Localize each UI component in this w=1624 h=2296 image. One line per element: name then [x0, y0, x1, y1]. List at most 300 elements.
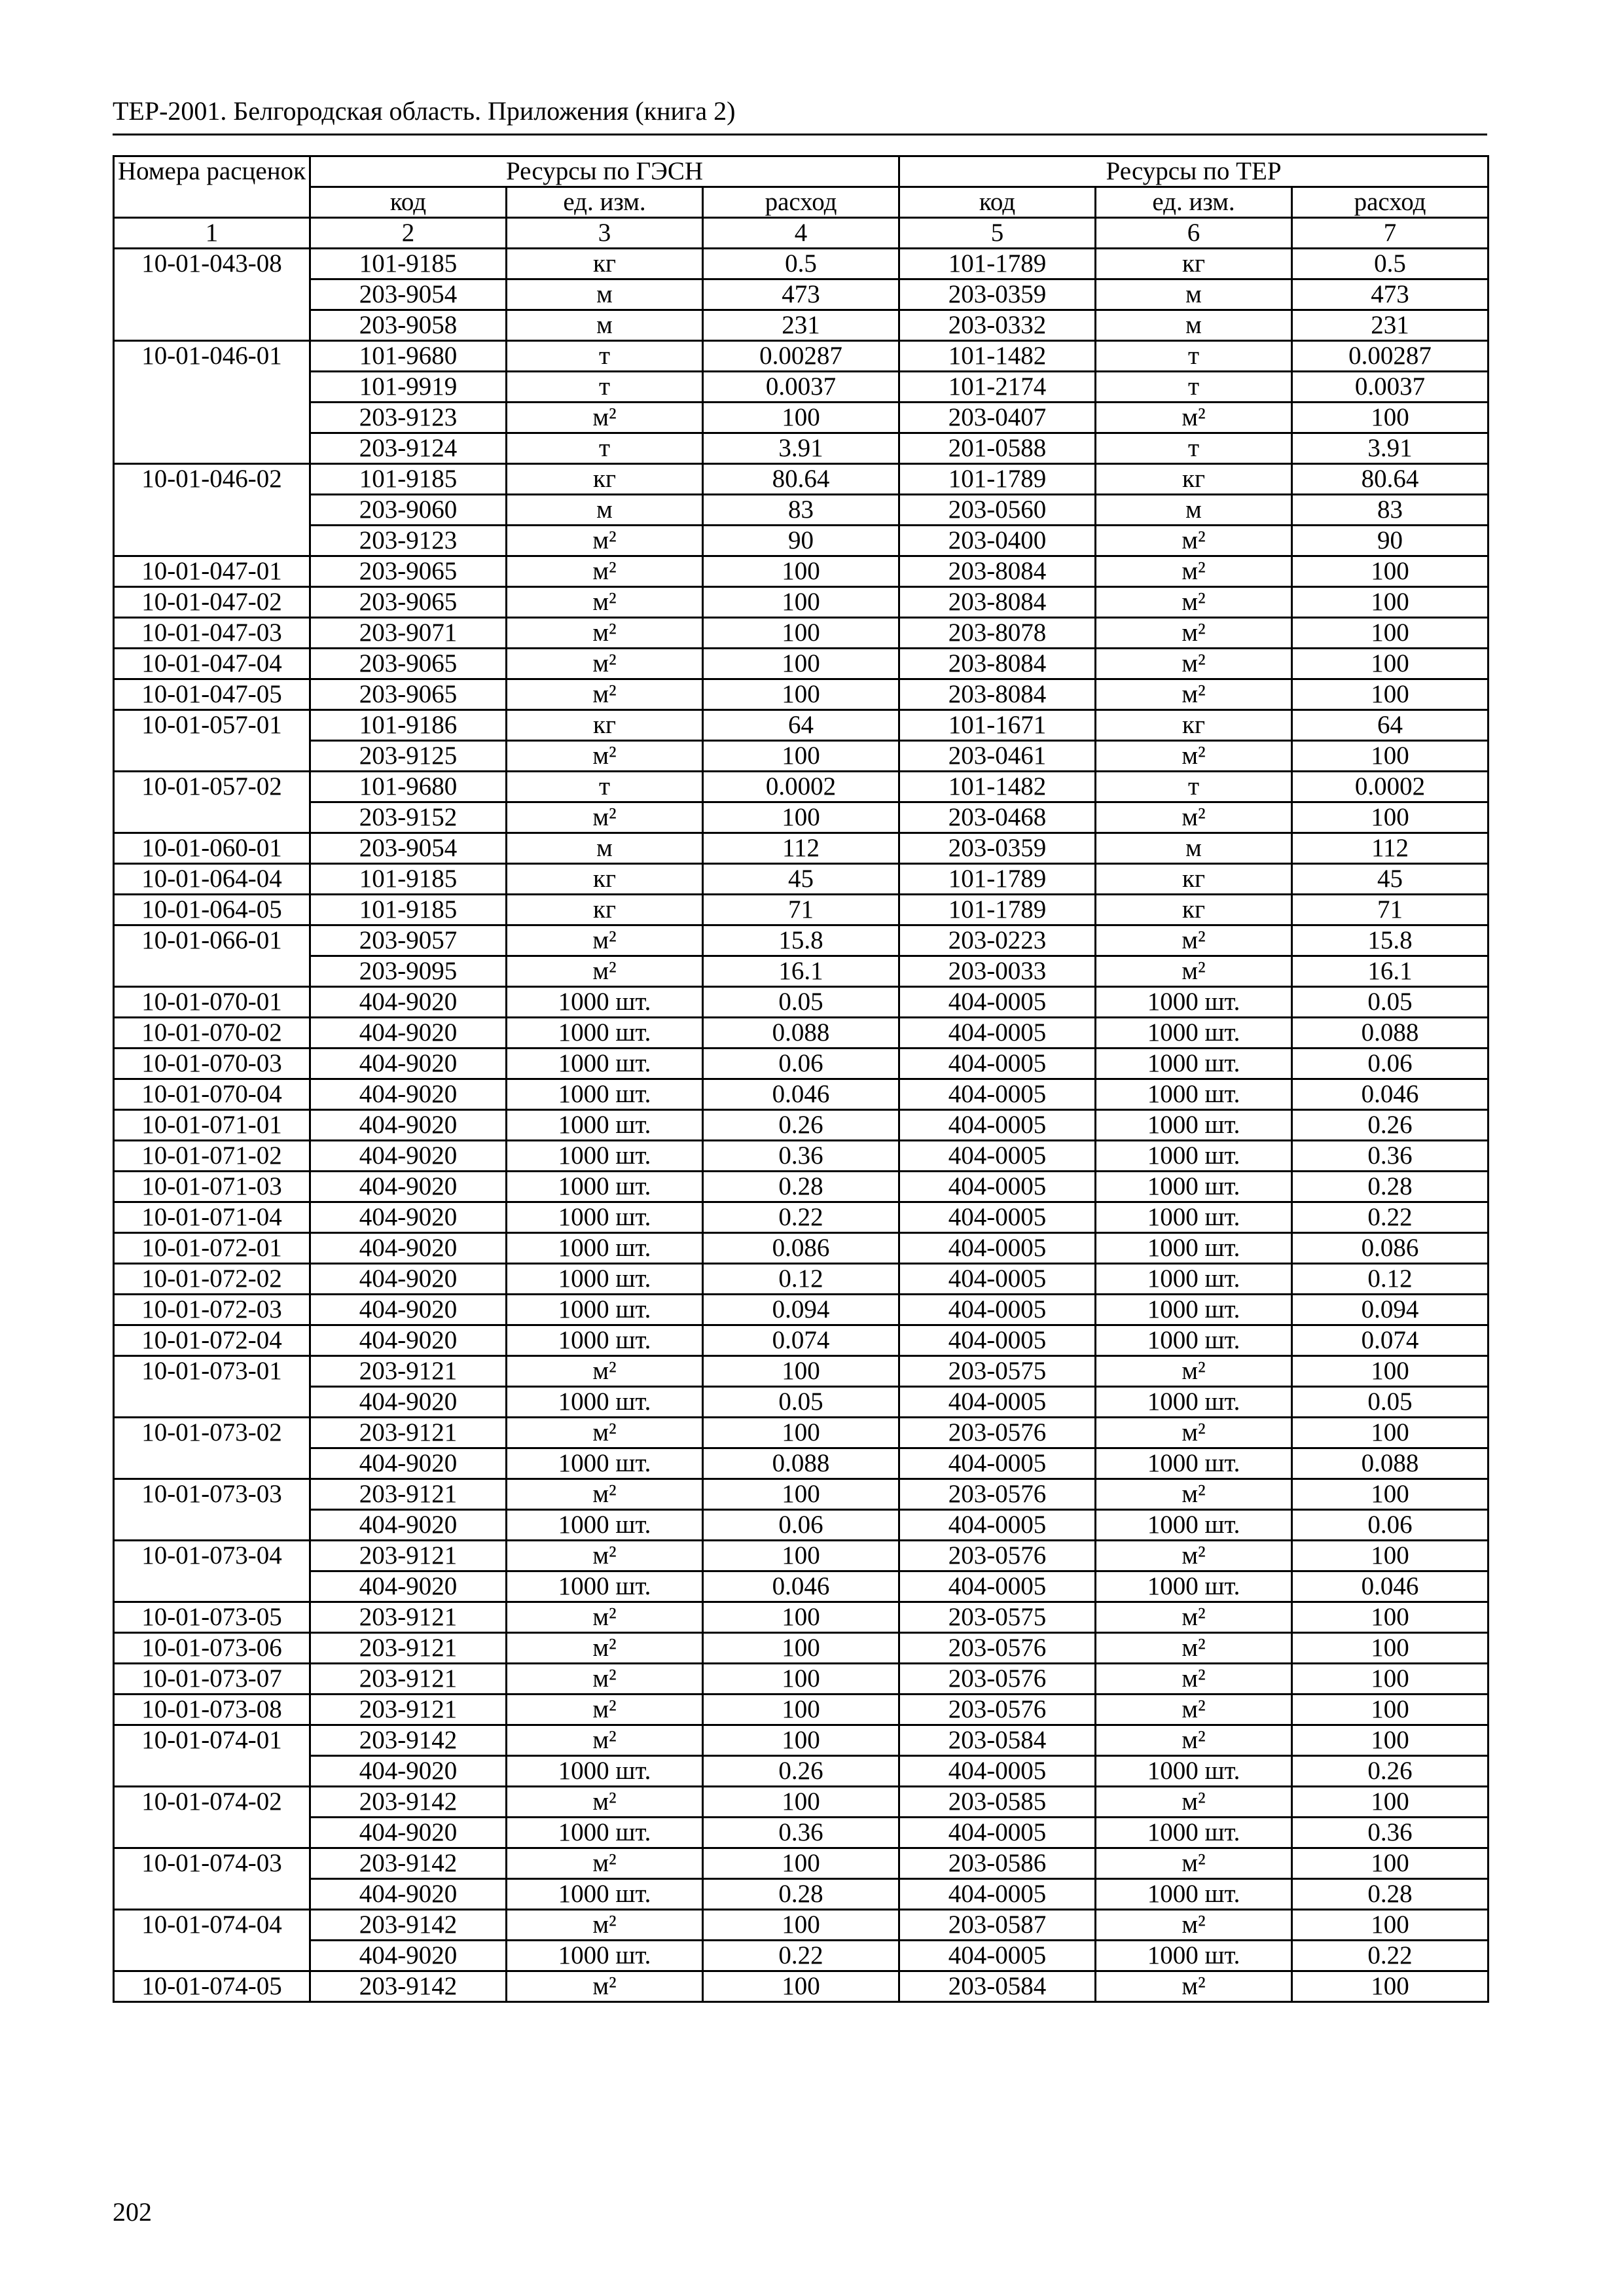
gesn-qty-cell: 90 — [703, 526, 899, 556]
gesn-qty-cell: 0.046 — [703, 1079, 899, 1110]
gesn-unit-cell: м² — [507, 1356, 703, 1387]
rate-number-cell — [114, 372, 310, 403]
ter-unit-cell: м — [1096, 310, 1292, 341]
gesn-qty-cell: 80.64 — [703, 464, 899, 495]
ter-unit-cell: 1000 шт. — [1096, 1233, 1292, 1264]
gesn-unit-cell: м² — [507, 1848, 703, 1879]
rate-number-cell: 10-01-073-01 — [114, 1356, 310, 1387]
ter-unit-cell: м² — [1096, 925, 1292, 956]
header-row-subcolumns — [114, 187, 1489, 218]
ter-qty-cell: 0.28 — [1292, 1172, 1489, 1202]
gesn-qty-cell: 100 — [703, 1664, 899, 1695]
gesn-qty-cell: 45 — [703, 864, 899, 895]
ter-qty-cell: 100 — [1292, 1910, 1489, 1941]
ter-unit-cell: м² — [1096, 649, 1292, 679]
ter-unit-cell: 1000 шт. — [1096, 1264, 1292, 1295]
ter-unit-cell: м² — [1096, 618, 1292, 649]
table-row — [114, 1110, 1489, 1141]
gesn-code-cell: 101-9185 — [310, 895, 507, 925]
ter-unit-cell: 1000 шт. — [1096, 987, 1292, 1018]
ter-code-cell: 404-0005 — [899, 1941, 1096, 1971]
ter-unit-cell: 1000 шт. — [1096, 1387, 1292, 1418]
gesn-qty-cell: 100 — [703, 403, 899, 433]
ter-qty-cell: 0.5 — [1292, 249, 1489, 279]
gesn-qty-cell: 0.28 — [703, 1172, 899, 1202]
gesn-unit-cell: кг — [507, 464, 703, 495]
gesn-code-cell: 404-9020 — [310, 1510, 507, 1541]
ter-qty-cell: 100 — [1292, 679, 1489, 710]
gesn-unit-cell: 1000 шт. — [507, 1202, 703, 1233]
gesn-code-cell: 203-9123 — [310, 526, 507, 556]
ter-code-cell: 203-0575 — [899, 1356, 1096, 1387]
ter-qty-cell: 0.05 — [1292, 987, 1489, 1018]
ter-unit-cell: кг — [1096, 464, 1292, 495]
gesn-code-cell: 203-9054 — [310, 833, 507, 864]
column-number: 5 — [899, 218, 1096, 249]
gesn-code-cell: 404-9020 — [310, 1941, 507, 1971]
table-row — [114, 802, 1489, 833]
gesn-qty-cell: 231 — [703, 310, 899, 341]
ter-unit-cell: м² — [1096, 1602, 1292, 1633]
ter-qty-cell: 71 — [1292, 895, 1489, 925]
ter-unit-cell: м — [1096, 279, 1292, 310]
ter-unit-cell: 1000 шт. — [1096, 1141, 1292, 1172]
gesn-unit-cell: 1000 шт. — [507, 1387, 703, 1418]
ter-unit-cell: т — [1096, 433, 1292, 464]
rate-number-cell — [114, 1756, 310, 1787]
ter-unit-cell: кг — [1096, 864, 1292, 895]
ter-qty-cell: 15.8 — [1292, 925, 1489, 956]
ter-unit-cell: кг — [1096, 895, 1292, 925]
ter-unit-cell: м² — [1096, 1664, 1292, 1695]
rate-number-cell — [114, 1879, 310, 1910]
header-row-groups — [114, 156, 1489, 187]
ter-qty-cell: 64 — [1292, 710, 1489, 741]
gesn-code-cell: 203-9142 — [310, 1725, 507, 1756]
ter-qty-cell: 16.1 — [1292, 956, 1489, 987]
gesn-unit-cell: м² — [507, 1664, 703, 1695]
ter-code-cell: 203-8084 — [899, 679, 1096, 710]
table-row — [114, 1233, 1489, 1264]
gesn-unit-cell: м² — [507, 403, 703, 433]
rate-number-cell: 10-01-070-01 — [114, 987, 310, 1018]
gesn-code-cell: 203-9054 — [310, 279, 507, 310]
ter-code-cell: 203-8084 — [899, 587, 1096, 618]
ter-code-cell: 203-0400 — [899, 526, 1096, 556]
gesn-qty-cell: 100 — [703, 618, 899, 649]
gesn-code-cell: 203-9152 — [310, 802, 507, 833]
ter-unit-cell: 1000 шт. — [1096, 1571, 1292, 1602]
gesn-unit-cell: м² — [507, 925, 703, 956]
ter-unit-cell: 1000 шт. — [1096, 1295, 1292, 1325]
ter-qty-cell: 100 — [1292, 802, 1489, 833]
rate-number-cell — [114, 741, 310, 772]
ter-qty-cell: 3.91 — [1292, 433, 1489, 464]
table-row — [114, 987, 1489, 1018]
gesn-code-cell: 404-9020 — [310, 1079, 507, 1110]
ter-qty-cell: 0.0037 — [1292, 372, 1489, 403]
ter-unit-cell: м² — [1096, 1356, 1292, 1387]
ter-code-cell: 404-0005 — [899, 1818, 1096, 1848]
column-header-gesn-code: код — [310, 187, 507, 218]
gesn-qty-cell: 0.088 — [703, 1018, 899, 1049]
table-row — [114, 1510, 1489, 1541]
ter-unit-cell: 1000 шт. — [1096, 1756, 1292, 1787]
gesn-code-cell: 203-9057 — [310, 925, 507, 956]
ter-code-cell: 404-0005 — [899, 1264, 1096, 1295]
ter-code-cell: 404-0005 — [899, 1295, 1096, 1325]
table-row — [114, 1602, 1489, 1633]
rate-number-cell: 10-01-043-08 — [114, 249, 310, 279]
rate-number-cell: 10-01-070-02 — [114, 1018, 310, 1049]
gesn-unit-cell: т — [507, 433, 703, 464]
gesn-code-cell: 404-9020 — [310, 1141, 507, 1172]
gesn-qty-cell: 0.06 — [703, 1510, 899, 1541]
gesn-code-cell: 203-9058 — [310, 310, 507, 341]
ter-unit-cell: м² — [1096, 1787, 1292, 1818]
ter-qty-cell: 0.36 — [1292, 1818, 1489, 1848]
gesn-qty-cell: 64 — [703, 710, 899, 741]
gesn-unit-cell: кг — [507, 710, 703, 741]
ter-qty-cell: 45 — [1292, 864, 1489, 895]
table-row — [114, 279, 1489, 310]
gesn-unit-cell: 1000 шт. — [507, 1448, 703, 1479]
ter-qty-cell: 80.64 — [1292, 464, 1489, 495]
ter-code-cell: 203-0223 — [899, 925, 1096, 956]
ter-code-cell: 203-0359 — [899, 833, 1096, 864]
gesn-unit-cell: 1000 шт. — [507, 1879, 703, 1910]
table-row — [114, 1695, 1489, 1725]
table-row — [114, 372, 1489, 403]
ter-qty-cell: 100 — [1292, 1971, 1489, 2002]
rate-number-cell: 10-01-073-03 — [114, 1479, 310, 1510]
gesn-unit-cell: м² — [507, 1910, 703, 1941]
gesn-qty-cell: 100 — [703, 1479, 899, 1510]
gesn-code-cell: 203-9142 — [310, 1971, 507, 2002]
gesn-unit-cell: м² — [507, 802, 703, 833]
gesn-qty-cell: 71 — [703, 895, 899, 925]
ter-code-cell: 203-0576 — [899, 1541, 1096, 1571]
ter-qty-cell: 100 — [1292, 556, 1489, 587]
ter-qty-cell: 0.22 — [1292, 1202, 1489, 1233]
table-row — [114, 1295, 1489, 1325]
column-header-rates-label: Номера расценок — [117, 157, 306, 185]
column-group-ter: Ресурсы по ТЕР — [899, 156, 1489, 187]
ter-code-cell: 203-0586 — [899, 1848, 1096, 1879]
gesn-code-cell: 404-9020 — [310, 1756, 507, 1787]
table-row — [114, 1418, 1489, 1448]
ter-unit-cell: т — [1096, 372, 1292, 403]
gesn-unit-cell: м — [507, 495, 703, 526]
rate-number-cell: 10-01-047-05 — [114, 679, 310, 710]
rate-number-cell: 10-01-074-02 — [114, 1787, 310, 1818]
gesn-code-cell: 203-9121 — [310, 1695, 507, 1725]
ter-unit-cell: м² — [1096, 1695, 1292, 1725]
ter-qty-cell: 112 — [1292, 833, 1489, 864]
ter-unit-cell: м² — [1096, 587, 1292, 618]
table-head — [114, 156, 1489, 249]
gesn-code-cell: 404-9020 — [310, 1264, 507, 1295]
ter-code-cell: 404-0005 — [899, 1049, 1096, 1079]
rate-number-cell: 10-01-047-02 — [114, 587, 310, 618]
gesn-code-cell: 404-9020 — [310, 987, 507, 1018]
ter-code-cell: 404-0005 — [899, 1172, 1096, 1202]
ter-qty-cell: 0.00287 — [1292, 341, 1489, 372]
table-row — [114, 1633, 1489, 1664]
ter-code-cell: 404-0005 — [899, 1079, 1096, 1110]
gesn-code-cell: 404-9020 — [310, 1325, 507, 1356]
gesn-code-cell: 203-9121 — [310, 1664, 507, 1695]
gesn-code-cell: 404-9020 — [310, 1049, 507, 1079]
table-row — [114, 1756, 1489, 1787]
ter-code-cell: 203-8078 — [899, 618, 1096, 649]
resources-table — [113, 155, 1489, 2003]
table-row — [114, 556, 1489, 587]
rate-number-cell: 10-01-047-04 — [114, 649, 310, 679]
ter-code-cell: 101-2174 — [899, 372, 1096, 403]
ter-qty-cell: 0.28 — [1292, 1879, 1489, 1910]
ter-code-cell: 404-0005 — [899, 1202, 1096, 1233]
ter-code-cell: 404-0005 — [899, 1387, 1096, 1418]
ter-qty-cell: 0.088 — [1292, 1448, 1489, 1479]
ter-code-cell: 404-0005 — [899, 1233, 1096, 1264]
ter-qty-cell: 0.05 — [1292, 1387, 1489, 1418]
ter-unit-cell: м² — [1096, 802, 1292, 833]
table-row — [114, 1172, 1489, 1202]
rate-number-cell: 10-01-073-07 — [114, 1664, 310, 1695]
ter-code-cell: 404-0005 — [899, 1571, 1096, 1602]
gesn-code-cell: 101-9680 — [310, 341, 507, 372]
gesn-unit-cell: м² — [507, 1695, 703, 1725]
gesn-qty-cell: 0.0002 — [703, 772, 899, 802]
ter-qty-cell: 90 — [1292, 526, 1489, 556]
rate-number-cell — [114, 279, 310, 310]
gesn-code-cell: 203-9142 — [310, 1910, 507, 1941]
rate-number-cell: 10-01-064-05 — [114, 895, 310, 925]
ter-code-cell: 203-0407 — [899, 403, 1096, 433]
ter-unit-cell: м² — [1096, 679, 1292, 710]
ter-unit-cell: 1000 шт. — [1096, 1018, 1292, 1049]
gesn-unit-cell: 1000 шт. — [507, 1818, 703, 1848]
rate-number-cell: 10-01-071-03 — [114, 1172, 310, 1202]
rate-number-cell: 10-01-074-04 — [114, 1910, 310, 1941]
ter-code-cell: 101-1789 — [899, 864, 1096, 895]
table-row — [114, 1787, 1489, 1818]
rate-number-cell — [114, 1448, 310, 1479]
gesn-qty-cell: 3.91 — [703, 433, 899, 464]
gesn-unit-cell: 1000 шт. — [507, 1172, 703, 1202]
ter-qty-cell: 83 — [1292, 495, 1489, 526]
gesn-qty-cell: 100 — [703, 741, 899, 772]
rate-number-cell — [114, 433, 310, 464]
ter-code-cell: 203-0461 — [899, 741, 1096, 772]
rate-number-cell — [114, 403, 310, 433]
rate-number-cell: 10-01-047-03 — [114, 618, 310, 649]
ter-qty-cell: 100 — [1292, 741, 1489, 772]
ter-code-cell: 203-0585 — [899, 1787, 1096, 1818]
ter-code-cell: 404-0005 — [899, 1756, 1096, 1787]
table-row — [114, 310, 1489, 341]
column-number: 3 — [507, 218, 703, 249]
gesn-code-cell: 203-9065 — [310, 679, 507, 710]
gesn-qty-cell: 100 — [703, 1848, 899, 1879]
gesn-code-cell: 203-9123 — [310, 403, 507, 433]
gesn-qty-cell: 0.00287 — [703, 341, 899, 372]
gesn-code-cell: 101-9919 — [310, 372, 507, 403]
table-row — [114, 1725, 1489, 1756]
gesn-code-cell: 203-9121 — [310, 1356, 507, 1387]
gesn-code-cell: 101-9680 — [310, 772, 507, 802]
ter-code-cell: 203-0576 — [899, 1479, 1096, 1510]
ter-unit-cell: 1000 шт. — [1096, 1110, 1292, 1141]
table-row — [114, 249, 1489, 279]
gesn-qty-cell: 100 — [703, 1418, 899, 1448]
ter-unit-cell: 1000 шт. — [1096, 1510, 1292, 1541]
column-number: 4 — [703, 218, 899, 249]
table-row — [114, 495, 1489, 526]
ter-unit-cell: т — [1096, 772, 1292, 802]
ter-unit-cell: м² — [1096, 1418, 1292, 1448]
ter-qty-cell: 100 — [1292, 1479, 1489, 1510]
table-row — [114, 1325, 1489, 1356]
ter-unit-cell: м — [1096, 495, 1292, 526]
rate-number-cell: 10-01-073-04 — [114, 1541, 310, 1571]
gesn-unit-cell: м² — [507, 587, 703, 618]
rate-number-cell: 10-01-072-03 — [114, 1295, 310, 1325]
column-header-gesn-qty: расход — [703, 187, 899, 218]
rate-number-cell — [114, 310, 310, 341]
column-number: 1 — [114, 218, 310, 249]
gesn-qty-cell: 100 — [703, 1695, 899, 1725]
ter-qty-cell: 231 — [1292, 310, 1489, 341]
table-row — [114, 956, 1489, 987]
table-row — [114, 1571, 1489, 1602]
ter-unit-cell: кг — [1096, 710, 1292, 741]
ter-unit-cell: 1000 шт. — [1096, 1941, 1292, 1971]
ter-unit-cell: 1000 шт. — [1096, 1818, 1292, 1848]
gesn-unit-cell: м² — [507, 1725, 703, 1756]
ter-unit-cell: 1000 шт. — [1096, 1049, 1292, 1079]
ter-code-cell: 203-0587 — [899, 1910, 1096, 1941]
gesn-unit-cell: м² — [507, 679, 703, 710]
ter-unit-cell: т — [1096, 341, 1292, 372]
gesn-unit-cell: 1000 шт. — [507, 1110, 703, 1141]
ter-code-cell: 201-0588 — [899, 433, 1096, 464]
ter-qty-cell: 100 — [1292, 1695, 1489, 1725]
rate-number-cell — [114, 526, 310, 556]
rate-number-cell: 10-01-072-02 — [114, 1264, 310, 1295]
rate-number-cell: 10-01-060-01 — [114, 833, 310, 864]
ter-code-cell: 101-1789 — [899, 464, 1096, 495]
gesn-qty-cell: 0.06 — [703, 1049, 899, 1079]
ter-unit-cell: 1000 шт. — [1096, 1202, 1292, 1233]
ter-code-cell: 101-1482 — [899, 772, 1096, 802]
table-row — [114, 526, 1489, 556]
rate-number-cell: 10-01-064-04 — [114, 864, 310, 895]
gesn-qty-cell: 100 — [703, 1725, 899, 1756]
table-row — [114, 772, 1489, 802]
gesn-code-cell: 203-9121 — [310, 1602, 507, 1633]
gesn-qty-cell: 0.22 — [703, 1941, 899, 1971]
ter-code-cell: 203-0584 — [899, 1725, 1096, 1756]
gesn-unit-cell: м — [507, 310, 703, 341]
rate-number-cell: 10-01-073-06 — [114, 1633, 310, 1664]
gesn-code-cell: 101-9185 — [310, 249, 507, 279]
table-row — [114, 649, 1489, 679]
gesn-qty-cell: 100 — [703, 587, 899, 618]
gesn-unit-cell: м² — [507, 1633, 703, 1664]
table-row — [114, 710, 1489, 741]
rate-number-cell: 10-01-073-05 — [114, 1602, 310, 1633]
rate-number-cell: 10-01-046-01 — [114, 341, 310, 372]
table-row — [114, 741, 1489, 772]
ter-unit-cell: м² — [1096, 1541, 1292, 1571]
gesn-qty-cell: 0.074 — [703, 1325, 899, 1356]
ter-qty-cell: 0.06 — [1292, 1510, 1489, 1541]
gesn-qty-cell: 0.05 — [703, 987, 899, 1018]
gesn-unit-cell: 1000 шт. — [507, 1079, 703, 1110]
gesn-unit-cell: 1000 шт. — [507, 987, 703, 1018]
gesn-code-cell: 203-9142 — [310, 1848, 507, 1879]
gesn-unit-cell: т — [507, 341, 703, 372]
gesn-qty-cell: 0.26 — [703, 1110, 899, 1141]
gesn-unit-cell: 1000 шт. — [507, 1295, 703, 1325]
ter-unit-cell: 1000 шт. — [1096, 1172, 1292, 1202]
table-row — [114, 1848, 1489, 1879]
ter-code-cell: 404-0005 — [899, 1510, 1096, 1541]
ter-unit-cell: м² — [1096, 1479, 1292, 1510]
gesn-code-cell: 203-9121 — [310, 1541, 507, 1571]
gesn-code-cell: 203-9065 — [310, 556, 507, 587]
gesn-qty-cell: 0.046 — [703, 1571, 899, 1602]
gesn-unit-cell: 1000 шт. — [507, 1049, 703, 1079]
gesn-unit-cell: м² — [507, 1418, 703, 1448]
ter-unit-cell: м² — [1096, 556, 1292, 587]
ter-unit-cell: м² — [1096, 526, 1292, 556]
table-row — [114, 925, 1489, 956]
table-row — [114, 1079, 1489, 1110]
gesn-unit-cell: м² — [507, 1479, 703, 1510]
gesn-code-cell: 404-9020 — [310, 1571, 507, 1602]
rate-number-cell: 10-01-066-01 — [114, 925, 310, 956]
gesn-unit-cell: 1000 шт. — [507, 1325, 703, 1356]
ter-unit-cell: м² — [1096, 1725, 1292, 1756]
ter-code-cell: 404-0005 — [899, 1141, 1096, 1172]
gesn-qty-cell: 0.36 — [703, 1818, 899, 1848]
rate-number-cell: 10-01-071-04 — [114, 1202, 310, 1233]
table-row — [114, 1971, 1489, 2002]
header-row-numbers — [114, 218, 1489, 249]
gesn-code-cell: 404-9020 — [310, 1202, 507, 1233]
gesn-unit-cell: т — [507, 772, 703, 802]
ter-code-cell: 203-0576 — [899, 1633, 1096, 1664]
table-row — [114, 1818, 1489, 1848]
gesn-code-cell: 203-9124 — [310, 433, 507, 464]
table-row — [114, 1479, 1489, 1510]
table-row — [114, 1879, 1489, 1910]
rate-number-cell: 10-01-047-01 — [114, 556, 310, 587]
ter-qty-cell: 100 — [1292, 1787, 1489, 1818]
gesn-code-cell: 404-9020 — [310, 1818, 507, 1848]
gesn-qty-cell: 100 — [703, 679, 899, 710]
column-header-ter-unit: ед. изм. — [1096, 187, 1292, 218]
column-group-gesn: Ресурсы по ГЭСН — [310, 156, 899, 187]
gesn-unit-cell: м² — [507, 526, 703, 556]
ter-qty-cell: 0.094 — [1292, 1295, 1489, 1325]
ter-code-cell: 404-0005 — [899, 1110, 1096, 1141]
ter-qty-cell: 100 — [1292, 1725, 1489, 1756]
gesn-unit-cell: 1000 шт. — [507, 1233, 703, 1264]
